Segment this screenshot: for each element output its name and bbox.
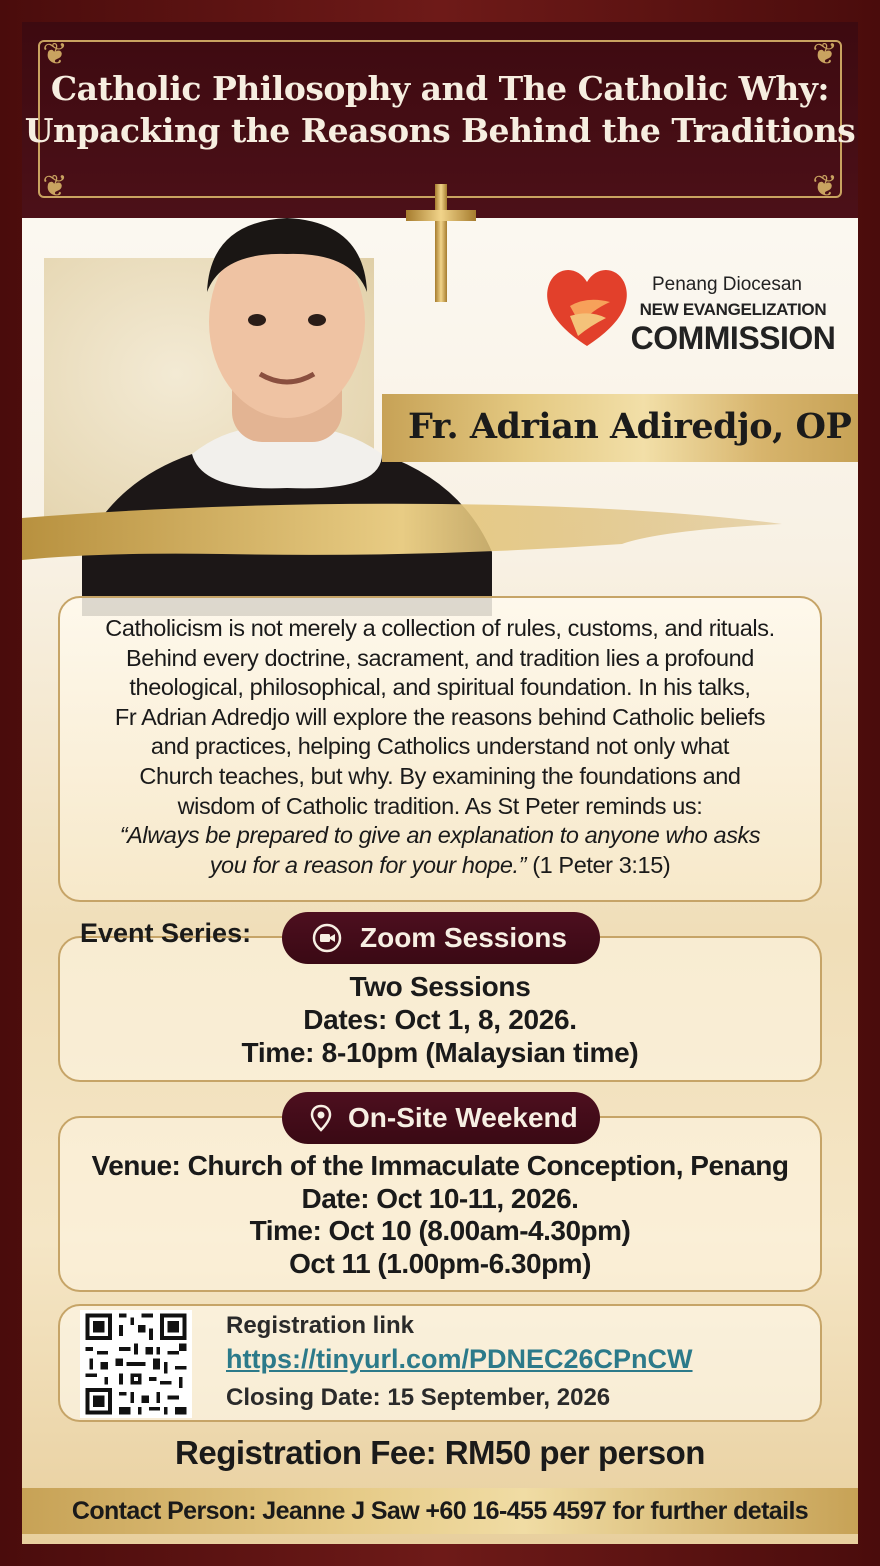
onsite-weekend-label: On-Site Weekend bbox=[348, 1102, 578, 1133]
description-line: wisdom of Catholic tradition. As St Peter reminds us: bbox=[177, 792, 703, 819]
zoom-session-details bbox=[58, 970, 822, 1069]
zoom-line-3: Time: 8-10pm (Malaysian time) bbox=[241, 1037, 639, 1068]
onsite-line-1: Venue: Church of the Immaculate Conception, Penang bbox=[91, 1150, 789, 1181]
title-line-2: Unpacking the Reasons Behind the Traditions bbox=[24, 111, 856, 150]
zoom-line-2: Dates: Oct 1, 8, 2026. bbox=[303, 1004, 577, 1035]
closing-date: Closing Date: 15 September, 2026 bbox=[226, 1384, 611, 1411]
description-line: Behind every doctrine, sacrament, and tradition lies a profound bbox=[126, 644, 754, 671]
ornament-icon: ❦ bbox=[812, 37, 838, 72]
contact-info: Contact Person: Jeanne J Saw +60 16-455 4597 for further details bbox=[71, 1497, 809, 1525]
registration-link[interactable]: https://tinyurl.com/PDNEC26CPnCW bbox=[226, 1344, 693, 1374]
quote-line-1: “Always be prepared to give an explanation to anyone who asks bbox=[119, 822, 761, 849]
registration-label: Registration link bbox=[226, 1312, 415, 1339]
page-title bbox=[22, 68, 858, 152]
title-line-1: Catholic Philosophy and The Catholic Why: bbox=[50, 69, 830, 108]
ornament-icon: ❦ bbox=[812, 169, 838, 204]
onsite-details bbox=[58, 1150, 822, 1280]
qr-code[interactable] bbox=[80, 1310, 192, 1418]
zoom-sessions-pill bbox=[282, 912, 600, 964]
org-name-line-1: Penang Diocesan bbox=[652, 274, 802, 295]
speaker-name: Fr. Adrian Adiredjo, OP bbox=[408, 406, 852, 447]
onsite-line-2: Date: Oct 10-11, 2026. bbox=[301, 1182, 579, 1214]
quote-line-2-wrapper bbox=[66, 851, 814, 881]
description-line: and practices, helping Catholics understand not only what bbox=[150, 733, 730, 760]
description-text bbox=[66, 614, 814, 880]
description-line: Church teaches, but why. By examining the foundations and bbox=[139, 762, 741, 789]
location-pin-icon bbox=[306, 1103, 336, 1133]
quote-reference: (1 Peter 3:15) bbox=[526, 851, 671, 878]
org-name-line-3: COMMISSION bbox=[630, 320, 836, 356]
description-line: theological, philosophical, and spiritual foundation. In his talks, bbox=[129, 674, 751, 701]
description-line: Catholicism is not merely a collection of rules, customs, and rituals. bbox=[105, 615, 775, 641]
event-series-label: Event Series: bbox=[80, 918, 252, 948]
quote-line-2: you for a reason for your hope.” bbox=[209, 851, 527, 878]
poster bbox=[22, 22, 858, 1544]
onsite-line-4: Oct 11 (1.00pm-6.30pm) bbox=[289, 1247, 591, 1279]
zoom-line-1: Two Sessions bbox=[349, 971, 531, 1002]
onsite-line-3: Time: Oct 10 (8.00am-4.30pm) bbox=[249, 1215, 631, 1246]
ornament-icon: ❦ bbox=[42, 37, 68, 72]
ornament-icon: ❦ bbox=[42, 169, 68, 204]
heart-hands-logo bbox=[540, 260, 634, 352]
onsite-weekend-pill bbox=[282, 1092, 600, 1144]
zoom-sessions-label: Zoom Sessions bbox=[360, 922, 567, 953]
video-camera-icon bbox=[312, 923, 342, 953]
description-line: Fr Adrian Adredjo will explore the reasons behind Catholic beliefs bbox=[114, 703, 766, 730]
gold-brush-stroke bbox=[22, 484, 782, 574]
org-name-line-2: NEW EVANGELIZATION bbox=[639, 300, 827, 319]
registration-fee: Registration Fee: RM50 per person bbox=[175, 1434, 705, 1471]
